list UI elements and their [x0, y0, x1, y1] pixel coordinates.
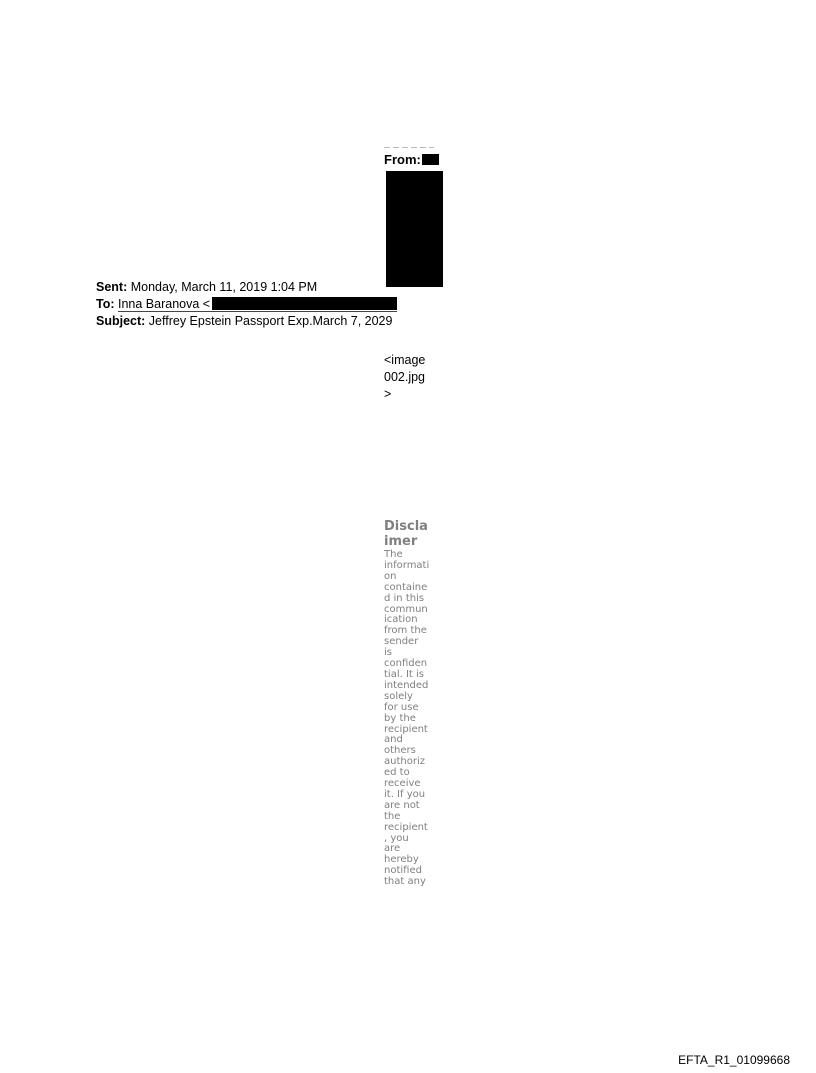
disclaimer-title [384, 519, 434, 549]
attachment-placeholder [384, 352, 444, 403]
disclaimer-line: from the [384, 625, 427, 637]
sent-line [96, 279, 496, 296]
separator-dash [384, 147, 434, 148]
to-name: Inna Baranova < [118, 297, 211, 311]
disclaimer-line: are [384, 843, 401, 855]
disclaimer-line: the [384, 810, 401, 822]
disclaimer-line: informati [384, 559, 430, 571]
document-id: EFTA_R1_01099668 [678, 1053, 790, 1067]
redaction-box [422, 154, 439, 165]
disclaimer-line: hereby [384, 854, 419, 866]
disclaimer-line: solely [384, 690, 413, 702]
subject-line [96, 313, 496, 330]
disclaimer-line: notified [384, 865, 422, 877]
attachment-line: 002.jpg [384, 370, 426, 384]
to-line [96, 296, 496, 313]
disclaimer-body [384, 550, 434, 888]
disclaimer-line: others [384, 745, 416, 757]
from-block [384, 152, 444, 168]
sent-label: Sent: [96, 280, 128, 294]
disclaimer-line: that any [384, 876, 426, 888]
attachment-line: <image [384, 353, 426, 367]
attachment-line: > [384, 387, 392, 401]
subject-label: Subject: [96, 314, 146, 328]
from-line [384, 152, 444, 168]
disclaimer-line: are not [384, 799, 420, 811]
from-label: From: [384, 152, 421, 167]
disclaimer-line: confiden [384, 658, 428, 670]
disclaimer-line: intended [384, 679, 429, 691]
redaction-box [212, 297, 397, 310]
subject-value: Jeffrey Epstein Passport Exp.March 7, 2029 [148, 314, 393, 328]
disclaimer-title-line: Discla [384, 519, 428, 534]
disclaimer-line: containe [384, 581, 428, 593]
disclaimer-line: tial. It is [384, 668, 424, 680]
disclaimer-line: and [384, 734, 403, 746]
disclaimer-line: recipient [384, 821, 428, 833]
sent-value: Monday, March 11, 2019 1:04 PM [130, 280, 318, 294]
disclaimer-line: , you [384, 832, 409, 844]
email-header [96, 279, 496, 330]
disclaimer-line: commun [384, 603, 428, 615]
to-value [118, 297, 397, 312]
disclaimer-line: it. If you [384, 788, 426, 800]
redaction-block [386, 171, 443, 287]
disclaimer-line: ication [384, 614, 418, 626]
disclaimer-line: is [384, 647, 392, 659]
disclaimer-line: receive [384, 778, 421, 790]
disclaimer-line: authoriz [384, 756, 425, 768]
disclaimer-line: for use [384, 701, 419, 713]
disclaimer [384, 519, 434, 888]
disclaimer-line: d in this [384, 592, 425, 604]
disclaimer-line: by the [384, 712, 416, 724]
disclaimer-line: ed to [384, 767, 410, 779]
disclaimer-title-line: imer [384, 534, 418, 549]
to-label: To: [96, 297, 115, 311]
disclaimer-line: sender [384, 636, 419, 648]
disclaimer-line: on [384, 570, 397, 582]
disclaimer-line: The [384, 549, 403, 560]
disclaimer-line: recipient [384, 723, 428, 735]
